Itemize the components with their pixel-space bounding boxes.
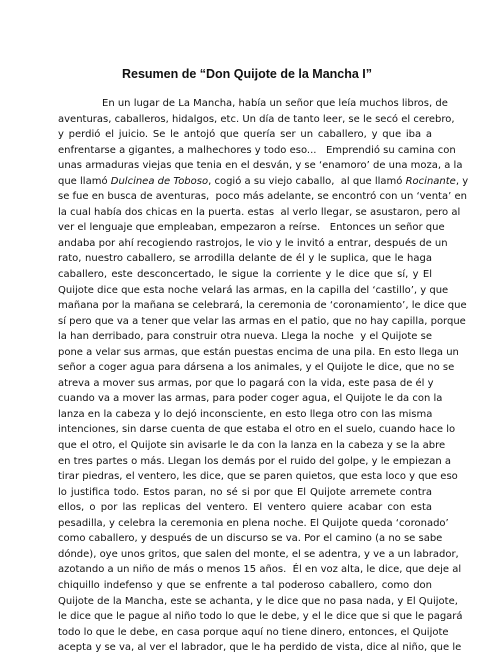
text-line	[58, 438, 446, 454]
text-line	[58, 500, 432, 516]
text-line	[58, 547, 459, 563]
text-segment: Quijote dice que esta noche velará las armas, en la capilla del ‘castillo’, y que	[58, 284, 449, 296]
text-line	[58, 112, 455, 128]
text-line	[58, 407, 432, 423]
text-segment: atreva a mover sus armas, por que lo pagará con la vida, este pasa de él y	[58, 377, 434, 389]
text-line	[58, 562, 462, 578]
text-line	[58, 516, 449, 532]
text-line	[58, 189, 467, 205]
text-line	[58, 454, 452, 470]
text-line	[58, 360, 455, 376]
text-segment: en tres partes o más. Llegan los demás por el ruido del golpe, y le empiezan a	[58, 455, 452, 467]
italic-name: Dulcinea de Toboso	[110, 175, 209, 187]
text-line	[58, 174, 469, 190]
text-line	[58, 625, 449, 641]
text-segment: dónde), oye unos gritos, que salen del monte, el se adentra, y ve a un labrador,	[58, 548, 459, 560]
text-segment: que el otro, el Quijote sin avisarle le da con la lanza en la cabeza y se la abre	[58, 440, 446, 452]
text-line	[58, 314, 466, 330]
text-line	[58, 376, 432, 392]
text-segment: pone a velar sus armas, que están puestas encima de una pila. En esto llega un	[58, 346, 459, 358]
text-segment: intenciones, sin darse cuenta de que estaba el otro en el suelo, cuando hace lo	[58, 424, 456, 436]
text-segment: la cual había dos chicas en la puerta. estas al verlo llegar, se asustaron, pero al	[58, 206, 461, 218]
text-segment: unas armaduras viejas que tenia en el desván, y se ‘enamoro’ de una moza, a la	[58, 160, 463, 172]
text-segment: , y	[455, 175, 469, 187]
italic-name: Rocinante	[405, 175, 456, 187]
text-line	[58, 127, 432, 143]
text-line	[58, 267, 432, 283]
text-segment: Quijote de la Mancha, este se achanta, y le dice que no pasa nada, y El Quijote,	[58, 595, 458, 607]
text-segment: andaba por ahí recogiendo rastrojos, le vio y le invitó a entrar, después de un	[58, 237, 448, 249]
text-segment: caballero, este desconcertado, le sigue la corriente y le dice que sí, y El	[58, 269, 432, 281]
text-line	[58, 391, 443, 407]
text-segment: enfrentarse a gigantes, a malhechores y todo eso... Emprendió su camina con	[58, 144, 456, 156]
text-segment: y perdió el juicio. Se le antojó que quería ser un caballero, y que iba a	[58, 129, 432, 141]
text-line	[58, 205, 461, 221]
text-line	[58, 578, 432, 594]
text-segment: que llamó	[58, 175, 111, 187]
text-line	[58, 594, 458, 610]
text-segment: En un lugar de La Mancha, había un señor que leía muchos libros, de	[102, 98, 448, 109]
text-segment: , cogió a su viejo caballo, al que llamó	[208, 175, 406, 187]
text-line	[58, 469, 458, 485]
text-segment: azotando a un niño de más o menos 15 años. Él en voz alta, le dice, que deje al	[58, 564, 462, 576]
text-segment: señor a coger agua para dársena a los animales, y el Quijote le dice, que no se	[58, 362, 455, 374]
text-segment: lo justifica todo. Estos paran, no sé si por que El Quijote arremete contra	[58, 486, 432, 498]
text-segment: se fue en busca de aventuras, poco más adelante, se encontró con un ‘venta’ en	[58, 191, 467, 203]
text-segment: pesadilla, y celebra la ceremonia en plena noche. El Quijote queda ‘coronado’	[58, 517, 449, 529]
text-segment: cuando va a mover las armas, para poder coger agua, el Quijote le da con la	[58, 393, 443, 405]
text-line	[58, 531, 443, 547]
text-line	[58, 283, 449, 299]
text-segment: la han derribado, para construir otra nueva. Llega la noche y el Quijote se	[58, 331, 432, 343]
text-line	[58, 158, 463, 174]
text-segment: lanza en la cabeza y lo dejó inconsciente, en esto llega otro con las misma	[58, 408, 433, 420]
text-segment: todo lo que le debe, en casa porque aquí no tiene dinero, entonces, el Quijote	[58, 626, 449, 638]
text-line	[58, 640, 462, 656]
text-segment: rato, nuestro caballero, se arrodilla delante de él y le suplica, que le haga	[58, 253, 432, 265]
text-segment: mañana por la mañana se celebrará, la ceremonia de ‘coronamiento’, le dice que	[58, 300, 467, 312]
text-line	[58, 345, 459, 361]
text-line	[58, 236, 448, 252]
text-line	[58, 220, 445, 236]
text-segment: tirar piedras, el ventero, les dice, que se paren quietos, que esta loco y que eso	[58, 471, 458, 483]
text-segment: acepta y se va, al ver el labrador, que le ha perdido de vista, dice al niño, que le	[58, 642, 462, 654]
text-line	[58, 329, 432, 345]
text-segment: sí pero que va a tener que velar las armas en el patio, que no hay capilla, porque	[58, 315, 466, 327]
text-line	[58, 485, 432, 501]
text-line	[58, 96, 448, 112]
text-segment: chiquillo indefenso y que se enfrente a tal poderoso caballero, como don	[58, 579, 432, 591]
summary-paragraph	[58, 96, 469, 656]
text-line	[58, 422, 456, 438]
text-segment: ellos, o por las replicas del ventero. El ventero quiere acabar con esta	[58, 502, 432, 514]
text-line	[58, 298, 467, 314]
text-line	[58, 143, 456, 159]
text-segment: le dice que le pague al niño todo lo que le debe, y el le dice que si que le pagará	[58, 611, 463, 623]
document-title: Resumen de “Don Quijote de la Mancha I”	[121, 67, 373, 81]
text-segment: como caballero, y después de un discurso se va. Por el camino (a no se sabe	[58, 533, 443, 545]
text-segment: aventuras, caballeros, hidalgos, etc. Un día de tanto leer, se le secó el cerebro,	[58, 113, 455, 125]
text-line	[58, 251, 432, 267]
text-segment: ver el lenguaje que empleaban, empezaron a reírse. Entonces un señor que	[58, 222, 445, 234]
text-line	[58, 609, 463, 625]
